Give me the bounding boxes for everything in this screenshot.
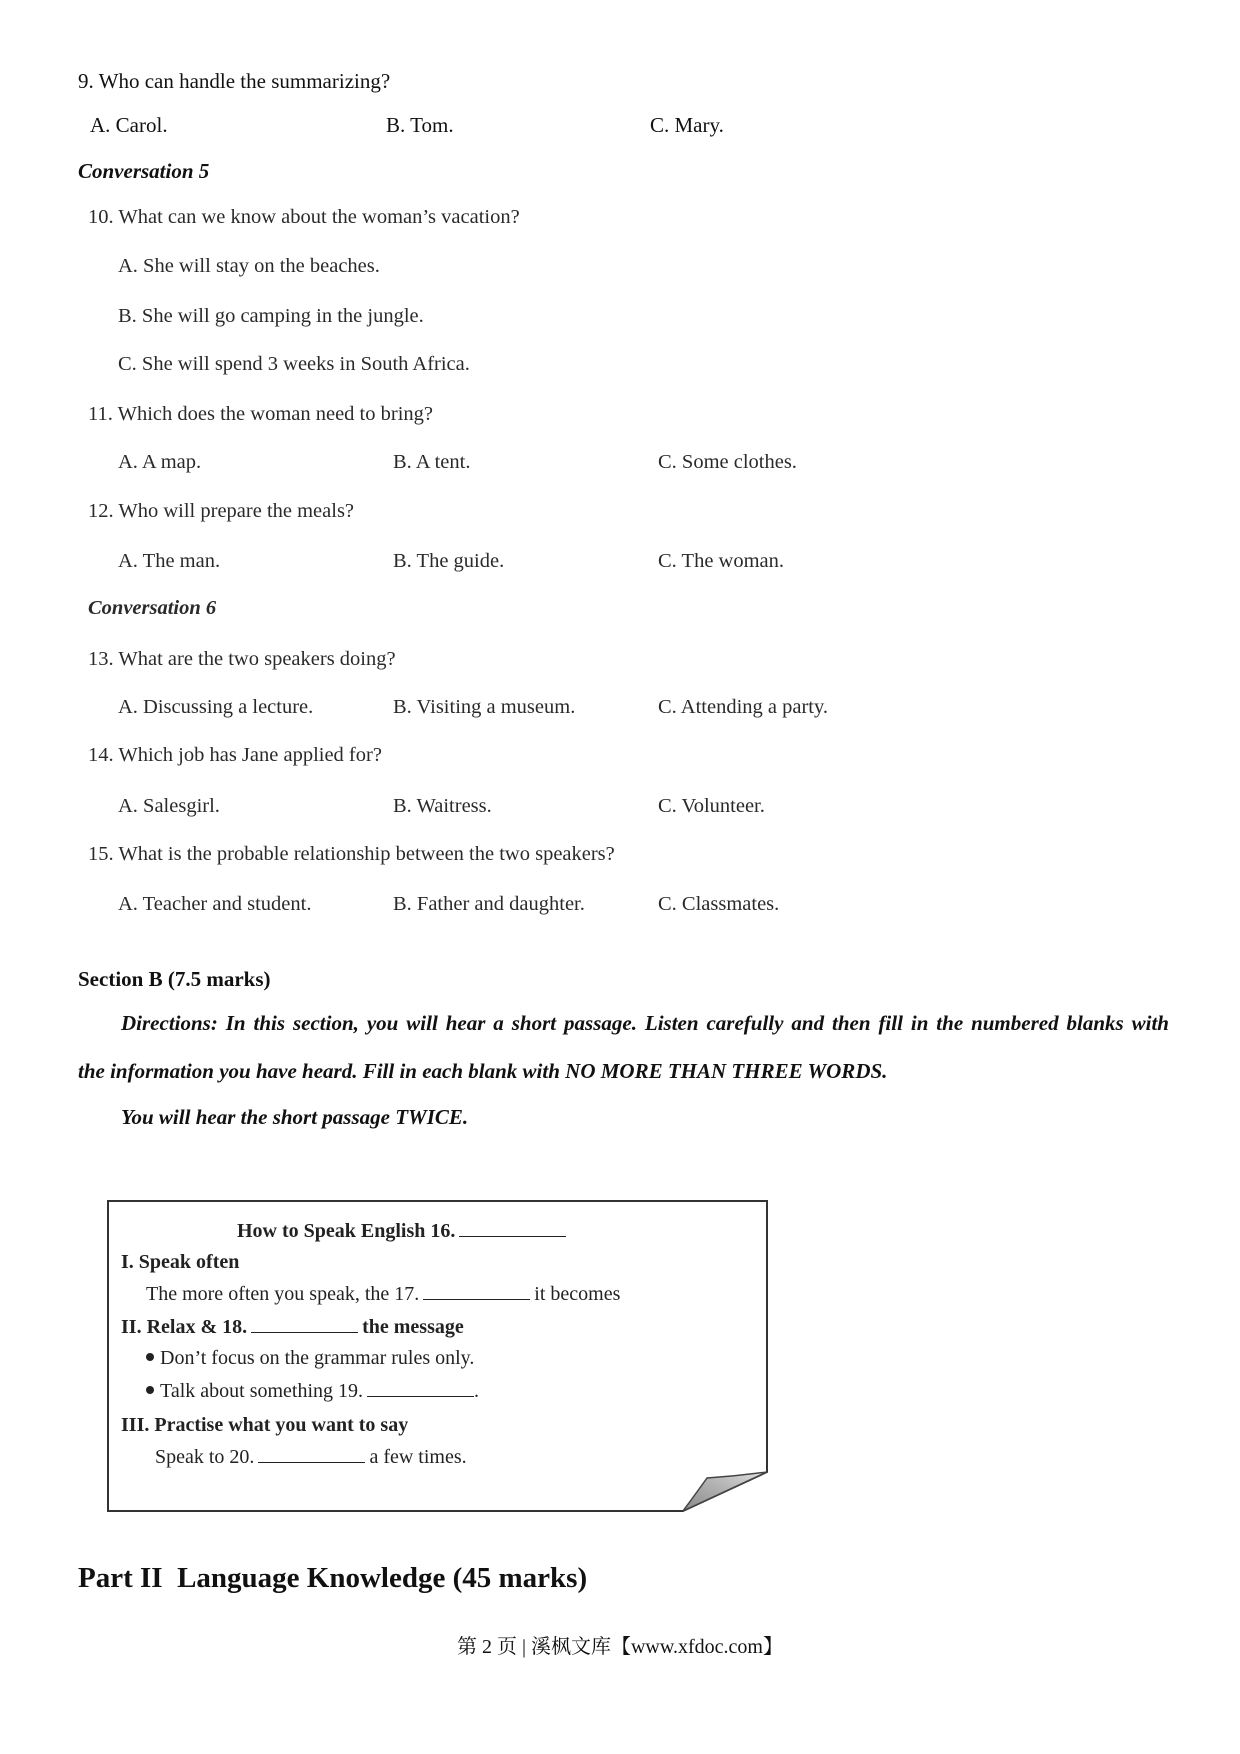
answer-blank-17 <box>423 1281 530 1300</box>
directions-line-2: the information you have heard. Fill in each blank with NO MORE THAN THREE WORDS. <box>78 1059 888 1083</box>
notes-card <box>107 1200 768 1512</box>
bullet-2-text-before: Talk about something 19. <box>160 1380 364 1402</box>
question-15: 15. What is the probable relationship between the two speakers? <box>88 843 615 865</box>
q15-option-c: C. Classmates. <box>658 893 780 915</box>
point-2-heading <box>121 1314 464 1339</box>
q10-option-b: B. She will go camping in the jungle. <box>118 305 424 327</box>
answer-blank-19 <box>367 1378 474 1397</box>
card-title-line <box>237 1218 570 1243</box>
answer-blank-20 <box>258 1444 365 1463</box>
question-14: 14. Which job has Jane applied for? <box>88 744 382 766</box>
question-11: 11. Which does the woman need to bring? <box>88 403 433 425</box>
answer-blank-18 <box>251 1314 358 1333</box>
bullet-item-2 <box>146 1378 479 1403</box>
q14-option-c: C. Volunteer. <box>658 795 765 817</box>
point-2-text-after: the message <box>362 1316 464 1338</box>
q13-option-c: C. Attending a party. <box>658 696 829 718</box>
q13-option-a: A. Discussing a lecture. <box>118 696 314 718</box>
q11-option-c: C. Some clothes. <box>658 451 797 473</box>
point-2-text-before: II. Relax & 18. <box>121 1316 248 1338</box>
q11-option-a: A. A map. <box>118 451 202 473</box>
bullet-1-text: Don’t focus on the grammar rules only. <box>160 1347 475 1369</box>
point-1-heading: I. Speak often <box>121 1251 240 1273</box>
conversation-5-heading: Conversation 5 <box>78 159 210 183</box>
question-9: 9. Who can handle the summarizing? <box>78 69 391 93</box>
q11-option-b: B. A tent. <box>393 451 471 473</box>
section-b-heading: Section B (7.5 marks) <box>78 967 271 991</box>
point-3-line <box>155 1444 467 1469</box>
answer-blank-16 <box>459 1218 566 1237</box>
q12-option-b: B. The guide. <box>393 550 505 572</box>
bullet-icon <box>146 1353 154 1361</box>
question-12: 12. Who will prepare the meals? <box>88 500 355 522</box>
point-3-text-after: a few times. <box>369 1446 467 1468</box>
q12-option-c: C. The woman. <box>658 550 785 572</box>
point-3-text-before: Speak to 20. <box>155 1446 255 1468</box>
bullet-item-1 <box>146 1346 474 1370</box>
q12-option-a: A. The man. <box>118 550 221 572</box>
q9-option-b: B. Tom. <box>386 113 454 137</box>
q13-option-b: B. Visiting a museum. <box>393 696 576 718</box>
point-1-text-after: it becomes <box>534 1283 621 1305</box>
bullet-2-text-after: . <box>474 1380 480 1402</box>
q9-option-a: A. Carol. <box>90 113 168 137</box>
q10-option-a: A. She will stay on the beaches. <box>118 255 380 277</box>
card-title: How to Speak English 16. <box>237 1220 456 1242</box>
q15-option-a: A. Teacher and student. <box>118 893 312 915</box>
directions-note: You will hear the short passage TWICE. <box>121 1105 469 1129</box>
q14-option-a: A. Salesgirl. <box>118 795 220 817</box>
q10-option-c: C. She will spend 3 weeks in South Africa. <box>118 353 470 375</box>
q15-option-b: B. Father and daughter. <box>393 893 585 915</box>
bullet-icon <box>146 1386 154 1394</box>
directions-line-1: Directions: In this section, you will hear a short passage. Listen carefully and then fill in the numbered blanks with <box>121 1011 1169 1035</box>
q9-option-c: C. Mary. <box>650 113 724 137</box>
conversation-6-heading: Conversation 6 <box>88 597 217 619</box>
question-13: 13. What are the two speakers doing? <box>88 648 396 670</box>
question-10: 10. What can we know about the woman’s vacation? <box>88 206 520 228</box>
part-2-heading: Part II Language Knowledge (45 marks) <box>78 1562 588 1594</box>
point-1-line <box>146 1281 620 1306</box>
page-footer: 第 2 页 | 溪枫文库【www.xfdoc.com】 <box>456 1636 783 1658</box>
point-3-heading: III. Practise what you want to say <box>121 1414 409 1436</box>
q14-option-b: B. Waitress. <box>393 795 492 817</box>
point-1-text-before: The more often you speak, the 17. <box>146 1283 420 1305</box>
